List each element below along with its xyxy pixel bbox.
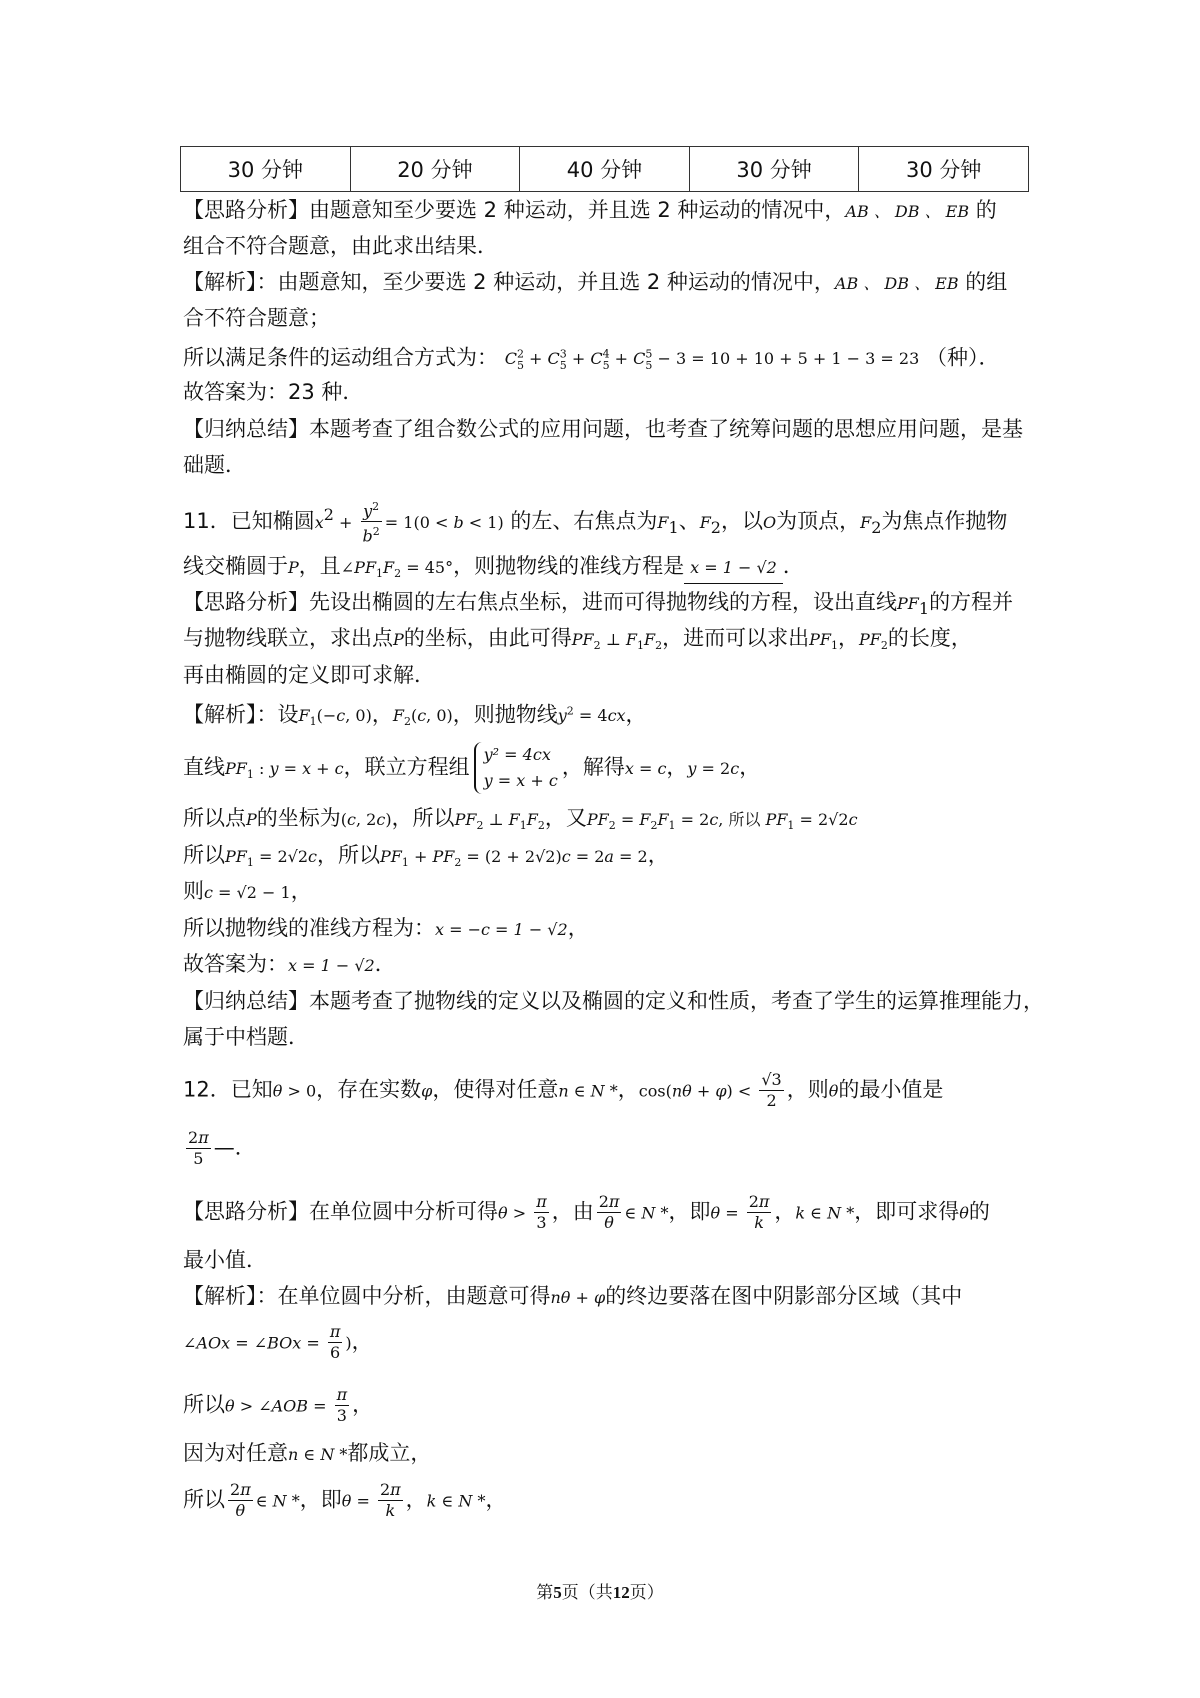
q11-analysis-line2: 与抛物线联立，求出点P的坐标，由此可得$PF_2$ ⊥ $F_1F_2$，进而可以求出$PF_1$，$PF_2$的长度， [183,626,972,653]
q12-stem-line2 [183,1128,256,1169]
text: ． [782,554,804,578]
text: ，即可求得 [854,1199,960,1224]
text: 所以点 [183,806,246,830]
q11-solution-line3: 所以点P的坐标为(c, 2c)，所以$PF_2$ ⊥ $F_1F_2$，又$PF_2 = F_2F_1 = 2c$, 所以 $PF_1 = 2√2c$ [183,806,858,833]
q12-solution-line5: 所以 $\frac{2\pi}{\theta}$ ∈ N *，即θ = $\frac{2\pi}{k}$ ，k ∈ N *， [183,1480,507,1520]
text: 所以抛物线的准线方程为： [183,916,435,940]
text: 【思路分析】先设出椭圆的左右焦点坐标，进而可得抛物线的方程，设出直线 [183,590,897,614]
text: 页） [629,1583,664,1602]
math: x = −c = 1 − √2 [435,920,568,939]
text: ，则 [786,1077,829,1102]
text: ． [374,952,396,976]
table-cell: 30 分钟 [689,147,859,192]
text: 的坐标，由此可得 [403,626,572,650]
q12-solution-line3: 所以θ > ∠AOB = $\frac{\pi}{3}$ ， [183,1385,374,1425]
text: 【解析】：由题意知，至少要选 2 种运动，并且选 2 种运动的情况中， [183,270,835,294]
q12-analysis-line2: 最小值． [183,1248,267,1272]
q10-summary-line2: 础题． [183,453,246,477]
equation: y² = 4cx [483,745,551,764]
text: ，解得 [561,755,625,779]
text: 的 [969,198,997,222]
table-cell: 30 分钟 [181,147,351,192]
text: ， [625,702,647,727]
text: 都成立， [347,1441,432,1465]
text: 故答案为： [183,952,288,976]
q12-solution-line4: 因为对任意n ∈ N *都成立， [183,1441,432,1465]
q10-analysis-line1 [183,195,997,227]
q11-solution-line2: 直线$PF_1$ : y = x + c，联立方程组 y² = 4cx y = x + c ，解得x = c，y = 2c， [183,742,760,794]
q11-stem-line2: 线交椭圆于P，且$\angle PF_1F_2 = 45^\circ$，则抛物线的准线方程是 x = 1 − √2 ． [183,551,804,589]
text: 所以满足条件的运动组合方式为： [183,345,498,370]
text: ，所以 [316,843,380,867]
text: ， [405,1487,427,1512]
fraction: $\frac{√3}{2}$ [761,1070,782,1110]
text: ，即 [668,1199,711,1224]
text: 线交椭圆于 [183,554,288,578]
q10-calc-line [183,340,999,381]
q12-solution-line1: 【解析】：在单位圆中分析，由题意可得nθ + φ的终边要落在图中阴影部分区域（其中 [183,1284,963,1308]
text: ，则抛物线 [452,702,558,727]
text: ，进而可以求出 [662,626,810,650]
text: ， [290,879,312,903]
answer-blank [684,551,783,584]
text: 因为对任意 [183,1441,288,1465]
page-footer [0,1578,1200,1603]
math: x = 1 − √2 [288,956,375,975]
text: 的最小值是 [838,1077,944,1102]
text: 的长度， [887,626,972,650]
text: ，以 [720,508,763,533]
combination-formula: $C^2_5 + C^3_5 + C^4_5 + C^5_5 - 3 = 10 + 10 + 5 + 1 - 3 = 23$ [504,348,920,372]
text: 的 [968,1199,990,1224]
text: 【解析】：在单位圆中分析，由题意可得 [183,1284,551,1308]
text: ，则抛物线的准线方程是 [453,554,685,578]
fraction: $\frac{y^2}{b^2}$ [361,497,382,547]
math: AB 、 DB 、 EB [834,274,959,293]
equation-system [474,742,558,794]
text: ，使得对任意 [432,1077,559,1102]
text: 的坐标为 [256,806,341,830]
text: 页（共 [561,1583,613,1602]
table-cell: 40 分钟 [520,147,690,192]
text: 第 [536,1583,554,1602]
q12-analysis-line1: 【思路分析】在单位圆中分析可得θ > $\frac{\pi}{3}$ ，由 $\frac{2\pi}{\theta}$ ∈ N *，即θ = $\frac{2\pi}{k}$ ，k ∈ N *，即可求得θ的 [183,1192,990,1232]
text: 所以 [183,1487,225,1512]
text: ，由 [551,1199,594,1224]
q11-summary-line1: 【归纳总结】本题考查了抛物线的定义以及椭圆的定义和性质，考查了学生的运算推理能力， [183,989,1044,1013]
math: x = 1 − √2 [690,558,777,577]
q11-solution-line1: 【解析】：设$F_1(-c$, 0)，$F_2(c$, 0)，则抛物线$y^2 = 4cx$， [183,702,647,729]
q11-solution-line5: 则c = √2 − 1， [183,879,312,903]
text: ， [617,1077,639,1102]
text: ， [352,1392,374,1417]
q11-analysis-line3: 再由椭圆的定义即可求解． [183,663,435,687]
q11-answer [183,949,396,981]
text: ， [739,755,761,779]
text: ，且 [298,554,341,578]
text: ， [485,1487,507,1512]
text: 所以 [183,1392,225,1417]
text: 所以 [183,843,225,867]
text: 直线 [183,755,225,779]
q11-solution-line6 [183,913,589,945]
q11-solution-line4: 所以$PF_1 = 2√2c$，所以$PF_1 + PF_2 = (2 + 2√2)c = 2a = 2$， [183,843,669,870]
text: 与抛物线联立，求出点 [183,626,393,650]
math: AB 、 DB 、 EB [845,202,970,221]
math: − 3 = 10 + 10 + 5 + 1 − 3 = 23 [652,349,920,369]
text: ，所以 [391,806,455,830]
text: ， [351,1329,373,1354]
q11-analysis-line1: 【思路分析】先设出椭圆的左右焦点坐标，进而可得抛物线的方程，设出直线$PF_1$的方程并 [183,590,1014,619]
q11-stem-line1: 11．已知椭圆$x^2$ + $\frac{y^2}{b^2}$ = 1(0 < b < 1) 的左、右焦点为$F_1$、$F_2$，以O为顶点，$F_2$为焦点作抛物 [183,497,1007,547]
text: 的组 [958,270,1008,294]
text: ， [647,843,669,867]
text: 则 [183,879,204,903]
text: ，即 [299,1487,342,1512]
text: ，又 [544,806,587,830]
table-cell: 20 分钟 [350,147,520,192]
text: —． [213,1135,256,1160]
text: 11．已知椭圆 [183,508,315,533]
text: 【思路分析】由题意知至少要选 2 种运动，并且选 2 种运动的情况中， [183,198,846,222]
page-number: 5 [553,1583,562,1602]
q10-summary-line1: 【归纳总结】本题考查了组合数公式的应用问题，也考查了统筹问题的思想应用问题，是基 [183,417,1023,441]
text: 12．已知 [183,1077,273,1102]
text: ， [567,916,589,940]
time-table [180,146,1029,192]
text: 为焦点作抛物 [881,508,1008,533]
q10-analysis-line2: 组合不符合题意，由此求出结果． [183,234,498,258]
text: （种）． [925,345,1000,370]
text: 的左、右焦点为 [510,508,658,533]
equation: y = x + c [483,771,558,790]
table-row [181,147,1029,192]
q10-answer: 故答案为：23 种． [183,380,364,404]
q12-stem-line1: 12．已知θ > 0，存在实数φ，使得对任意n ∈ N *，cos(nθ + φ) < $\frac{√3}{2}$ ，则θ的最小值是 [183,1070,944,1110]
text: 【思路分析】在单位圆中分析可得 [183,1199,498,1224]
q10-solution-line2: 合不符合题意； [183,306,330,330]
page-total: 12 [612,1583,630,1602]
text: ，存在实数 [316,1077,422,1102]
q11-summary-line2: 属于中档题． [183,1025,309,1049]
text: 的方程并 [929,590,1014,614]
q10-solution-line1 [183,267,1007,299]
table-cell: 30 分钟 [859,147,1029,192]
fraction: $\frac{2\pi}{5}$ [188,1128,209,1168]
text: 为顶点， [776,508,861,533]
math: x [314,512,324,532]
text: ， [774,1199,796,1224]
text: ，联立方程组 [343,755,470,779]
text: 【解析】：设 [183,702,299,727]
text: 的终边要落在图中阴影部分区域（其中 [605,1284,963,1308]
q12-solution-line2: ∠AOx = ∠BOx = $\frac{\pi}{6}$ )， [183,1322,373,1362]
